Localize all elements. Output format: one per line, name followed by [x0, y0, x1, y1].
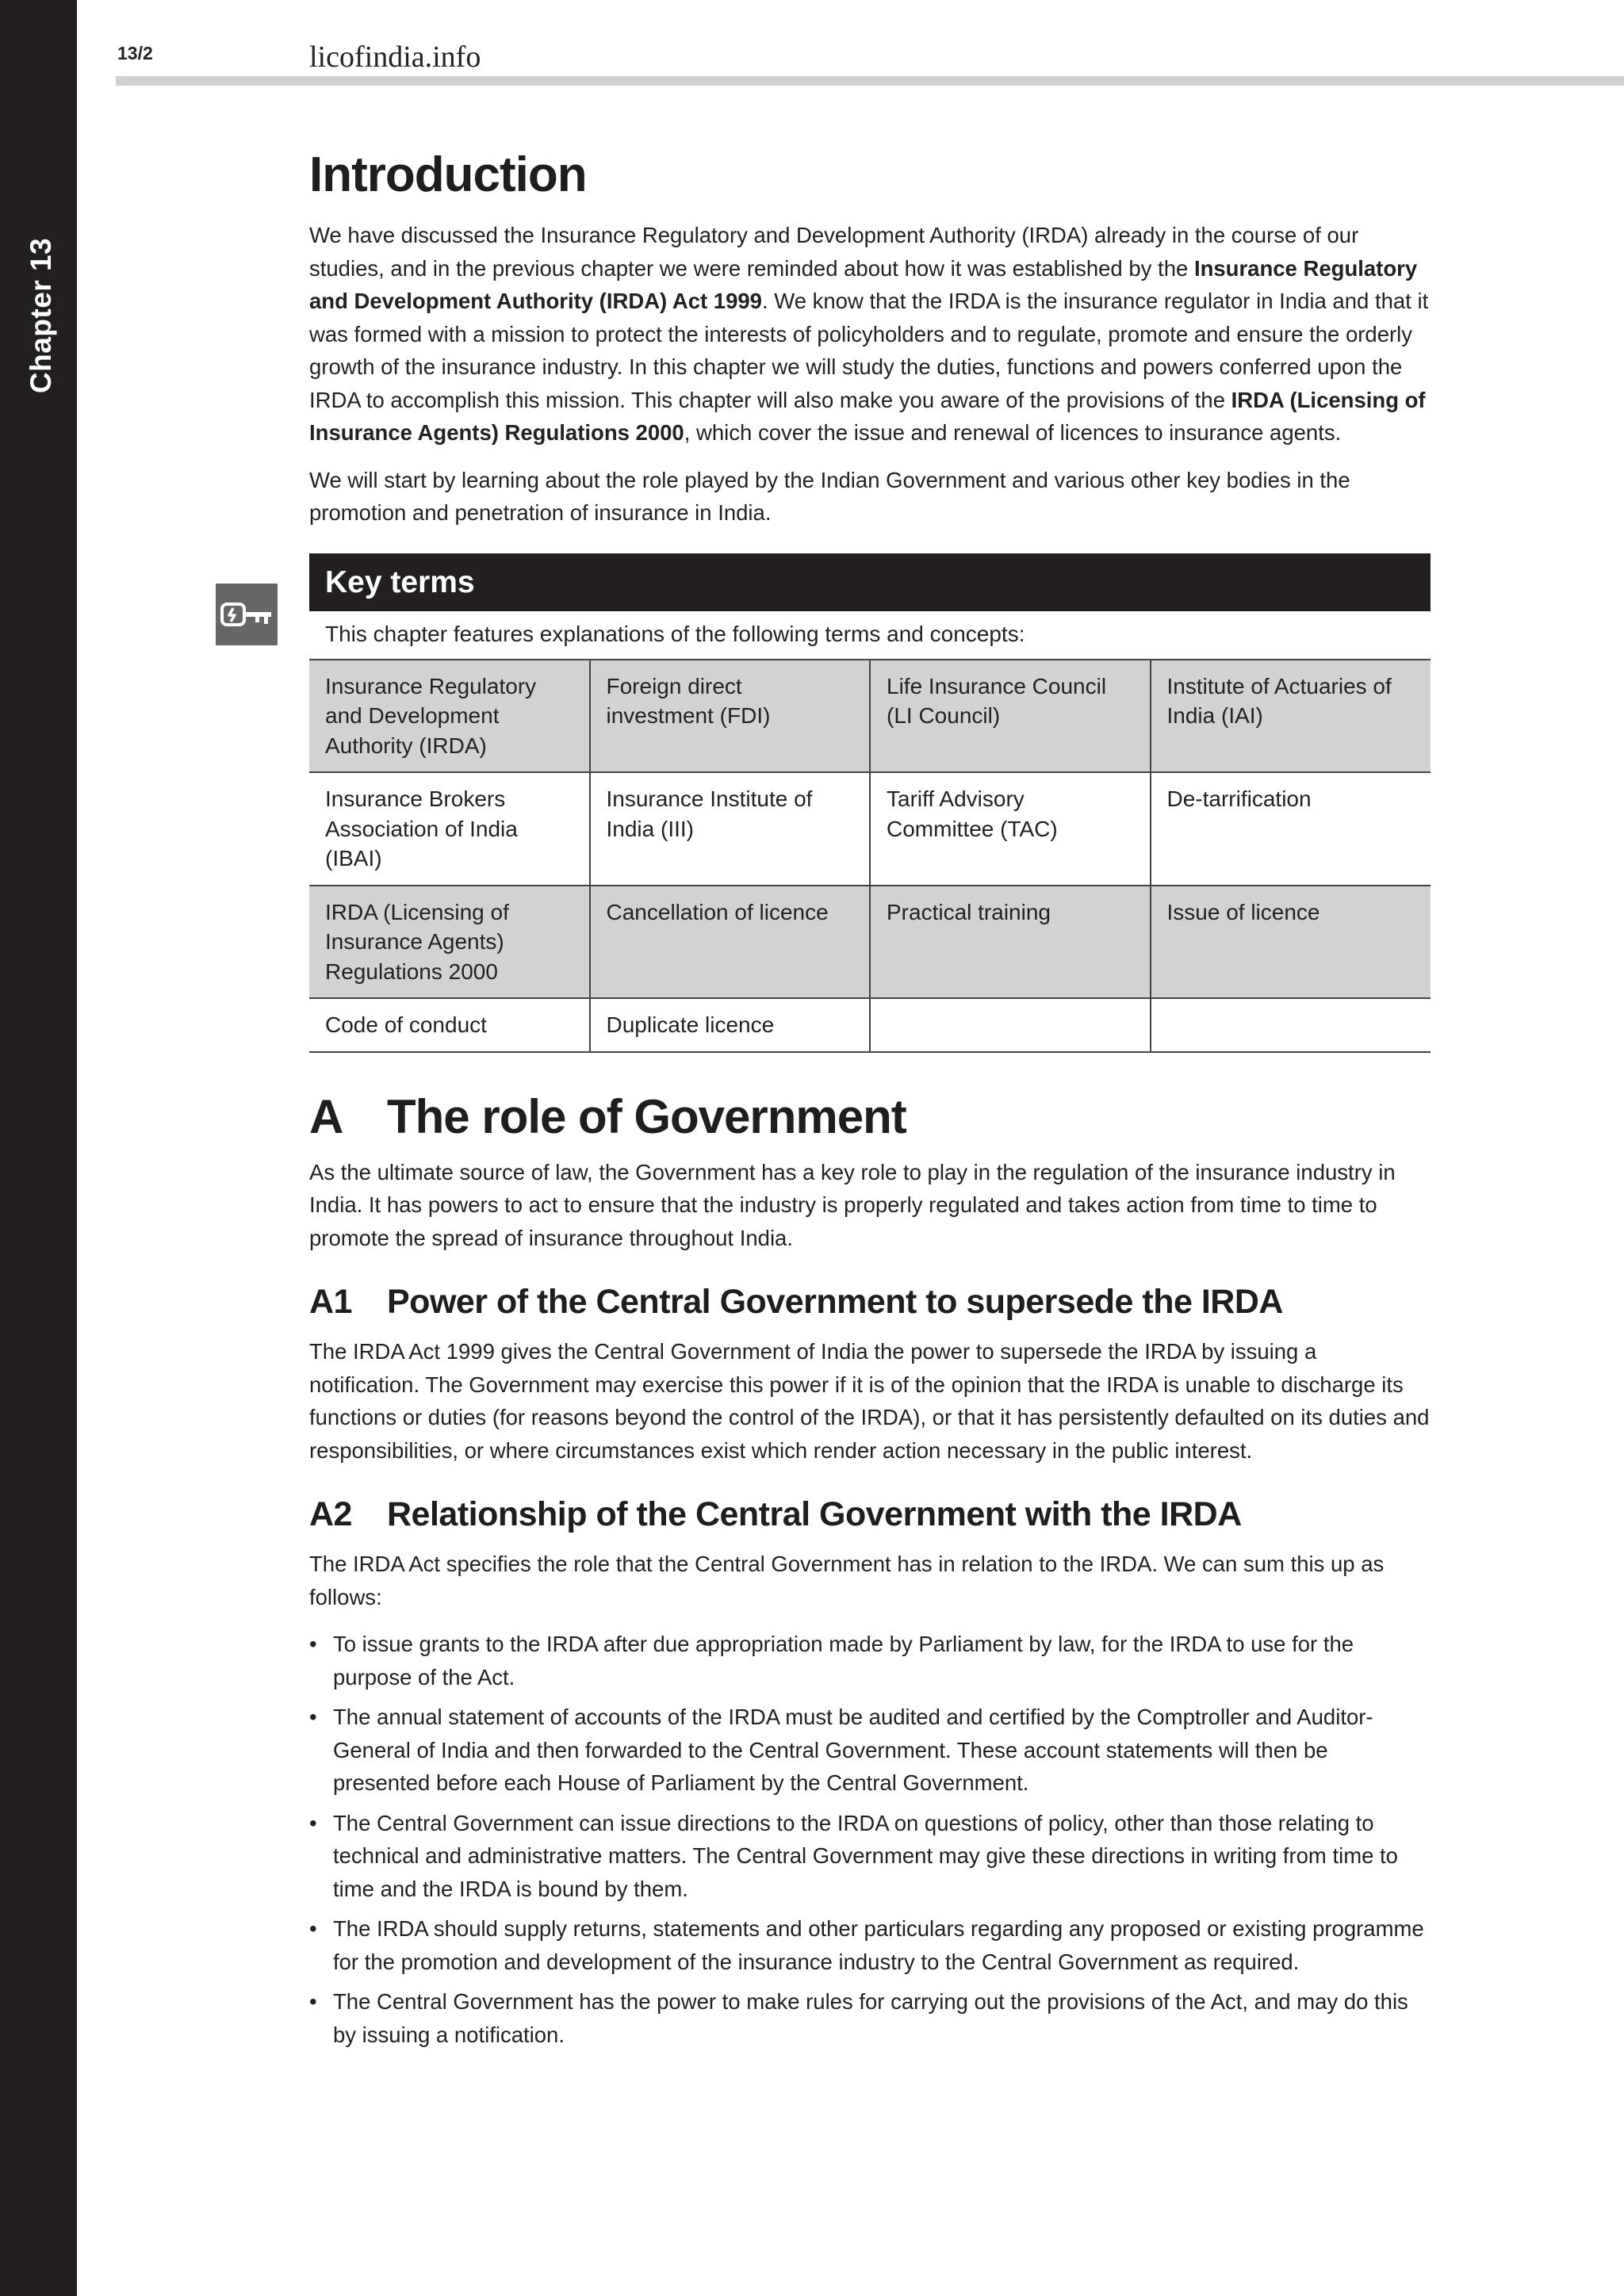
subsection-title: Power of the Central Government to supersede the IRDA: [387, 1283, 1283, 1321]
key-term-cell: Code of conduct: [309, 998, 590, 1052]
key-term-cell: Insurance Regulatory and Development Authority (IRDA): [309, 660, 590, 773]
key-terms-intro: This chapter features explanations of the following terms and concepts:: [325, 621, 1025, 646]
key-terms-title: Key terms: [309, 553, 1431, 611]
key-term-cell: Tariff Advisory Committee (TAC): [870, 772, 1151, 886]
chapter-sidebar: [0, 0, 77, 2296]
bullet-icon: •: [309, 1989, 317, 2014]
site-name: licofindia.info: [309, 40, 481, 74]
key-term-cell: [870, 998, 1151, 1052]
key-term-cell: Practical training: [870, 886, 1151, 999]
list-item-text: The IRDA should supply returns, statements and other particulars regarding any proposed or existing programme for the promotion and development of the insurance industry to the Central Government as required.: [333, 1916, 1424, 1974]
introduction-heading: Introduction: [309, 147, 587, 202]
key-term-cell: Life Insurance Council (LI Council): [870, 660, 1151, 773]
section-a-paragraph: As the ultimate source of law, the Government has a key role to play in the regulation of the insurance industry in India. It has powers to act to ensure that the industry is properly regulated and takes action from time to time to promote the spread of insurance throughout India.: [309, 1159, 1396, 1250]
key-icon-graphic: [216, 584, 278, 645]
table-row: [309, 660, 1431, 773]
key-term-cell: Issue of licence: [1151, 886, 1431, 999]
bullet-icon: •: [309, 1632, 317, 1656]
key-term-cell: IRDA (Licensing of Insurance Agents) Regulations 2000: [309, 886, 590, 999]
chapter-label: Chapter 13: [25, 237, 57, 394]
list-item-text: The Central Government has the power to make rules for carrying out the provisions of the Act, and may do this by issuing a notification.: [333, 1989, 1408, 2047]
list-item-text: The annual statement of accounts of the IRDA must be audited and certified by the Comptroller and Auditor-General of India and then forwarded to the Central Government. These account statements will then be presented before each House of Parliament by the Central Government.: [333, 1705, 1373, 1795]
list-item-text: The Central Government can issue directions to the IRDA on questions of policy, other than those relating to technical and administrative matters. The Central Government may give these directions in writing from time to time and the IRDA is bound by them.: [333, 1810, 1398, 1901]
list-item: [309, 1701, 1431, 1800]
list-item: [309, 1985, 1431, 2051]
intro-paragraph-2: We will start by learning about the role played by the Indian Government and various other key bodies in the promotion and penetration of insurance in India.: [309, 467, 1350, 525]
subsection-title: Relationship of the Central Government with the IRDA: [387, 1495, 1242, 1533]
a2-heading: [309, 1492, 1431, 1536]
header-rule: [116, 76, 1624, 86]
key-term-cell: De-tarrification: [1151, 772, 1431, 886]
key-term-cell: Institute of Actuaries of India (IAI): [1151, 660, 1431, 773]
key-term-cell: Foreign direct investment (FDI): [590, 660, 871, 773]
bullet-icon: •: [309, 1916, 317, 1941]
page-content: [309, 143, 1431, 2058]
key-term-cell: Insurance Brokers Association of India (IBAI): [309, 772, 590, 886]
table-row: [309, 998, 1431, 1052]
section-a-heading: [309, 1088, 1431, 1146]
section-letter: A: [309, 1089, 343, 1143]
text-run: , which cover the issue and renewal of licences to insurance agents.: [684, 420, 1342, 445]
key-term-cell: Duplicate licence: [590, 998, 871, 1052]
key-term-cell: Insurance Institute of India (III): [590, 772, 871, 886]
list-item: [309, 1912, 1431, 1978]
key-icon: [216, 584, 278, 645]
bold-term: Insurance Regulatory and Development Authority (IRDA) Act 1999: [309, 255, 1418, 313]
key-term-cell: [1151, 998, 1431, 1052]
bold-term: IRDA (Licensing of Insurance Agents) Regulations 2000: [309, 387, 1426, 445]
subsection-number: A1: [309, 1283, 352, 1321]
key-term-cell: Cancellation of licence: [590, 886, 871, 999]
subsection-number: A2: [309, 1495, 352, 1533]
a1-paragraph: The IRDA Act 1999 gives the Central Government of India the power to supersede the IRDA by issuing a notification. The Government may exercise this power if it is of the opinion that the IRDA is unable to discharge its functions or duties (for reasons beyond the control of the IRDA), or that it has persistently defaulted on its duties and responsibilities, or where circumstances exist which render action necessary in the public interest.: [309, 1339, 1430, 1463]
text-run: . We know that the IRDA is the insurance regulator in India and that it was formed with a mission to protect the interests of policyholders and to regulate, promote and ensure the orderly growth of the insurance industry. In this chapter we will study the duties, functions and powers conferred upon the IRDA to accomplish this mission. This chapter will also make you aware of the provisions of the: [309, 289, 1429, 412]
key-terms-table: [309, 659, 1431, 1053]
bullet-icon: •: [309, 1810, 317, 1835]
table-row: [309, 772, 1431, 886]
a2-bullet-list: [309, 1628, 1431, 2051]
list-item: [309, 1807, 1431, 1906]
text-run: We have discussed the Insurance Regulatory and Development Authority (IRDA) already in the course of our studies, and in the previous chapter we were reminded about how it was established by the: [309, 223, 1359, 281]
bullet-icon: •: [309, 1705, 317, 1729]
section-title: The role of Government: [387, 1089, 906, 1143]
list-item: [309, 1628, 1431, 1693]
a1-heading: [309, 1280, 1431, 1324]
key-terms-box: [309, 553, 1431, 1053]
table-row: [309, 886, 1431, 999]
page-number: 13/2: [117, 43, 153, 63]
intro-paragraph-1: [309, 219, 1431, 450]
list-item-text: To issue grants to the IRDA after due appropriation made by Parliament by law, for the IRDA to use for the purpose of the Act.: [333, 1632, 1354, 1689]
a2-paragraph: The IRDA Act specifies the role that the Central Government has in relation to the IRDA. We can sum this up as follows:: [309, 1552, 1385, 1609]
